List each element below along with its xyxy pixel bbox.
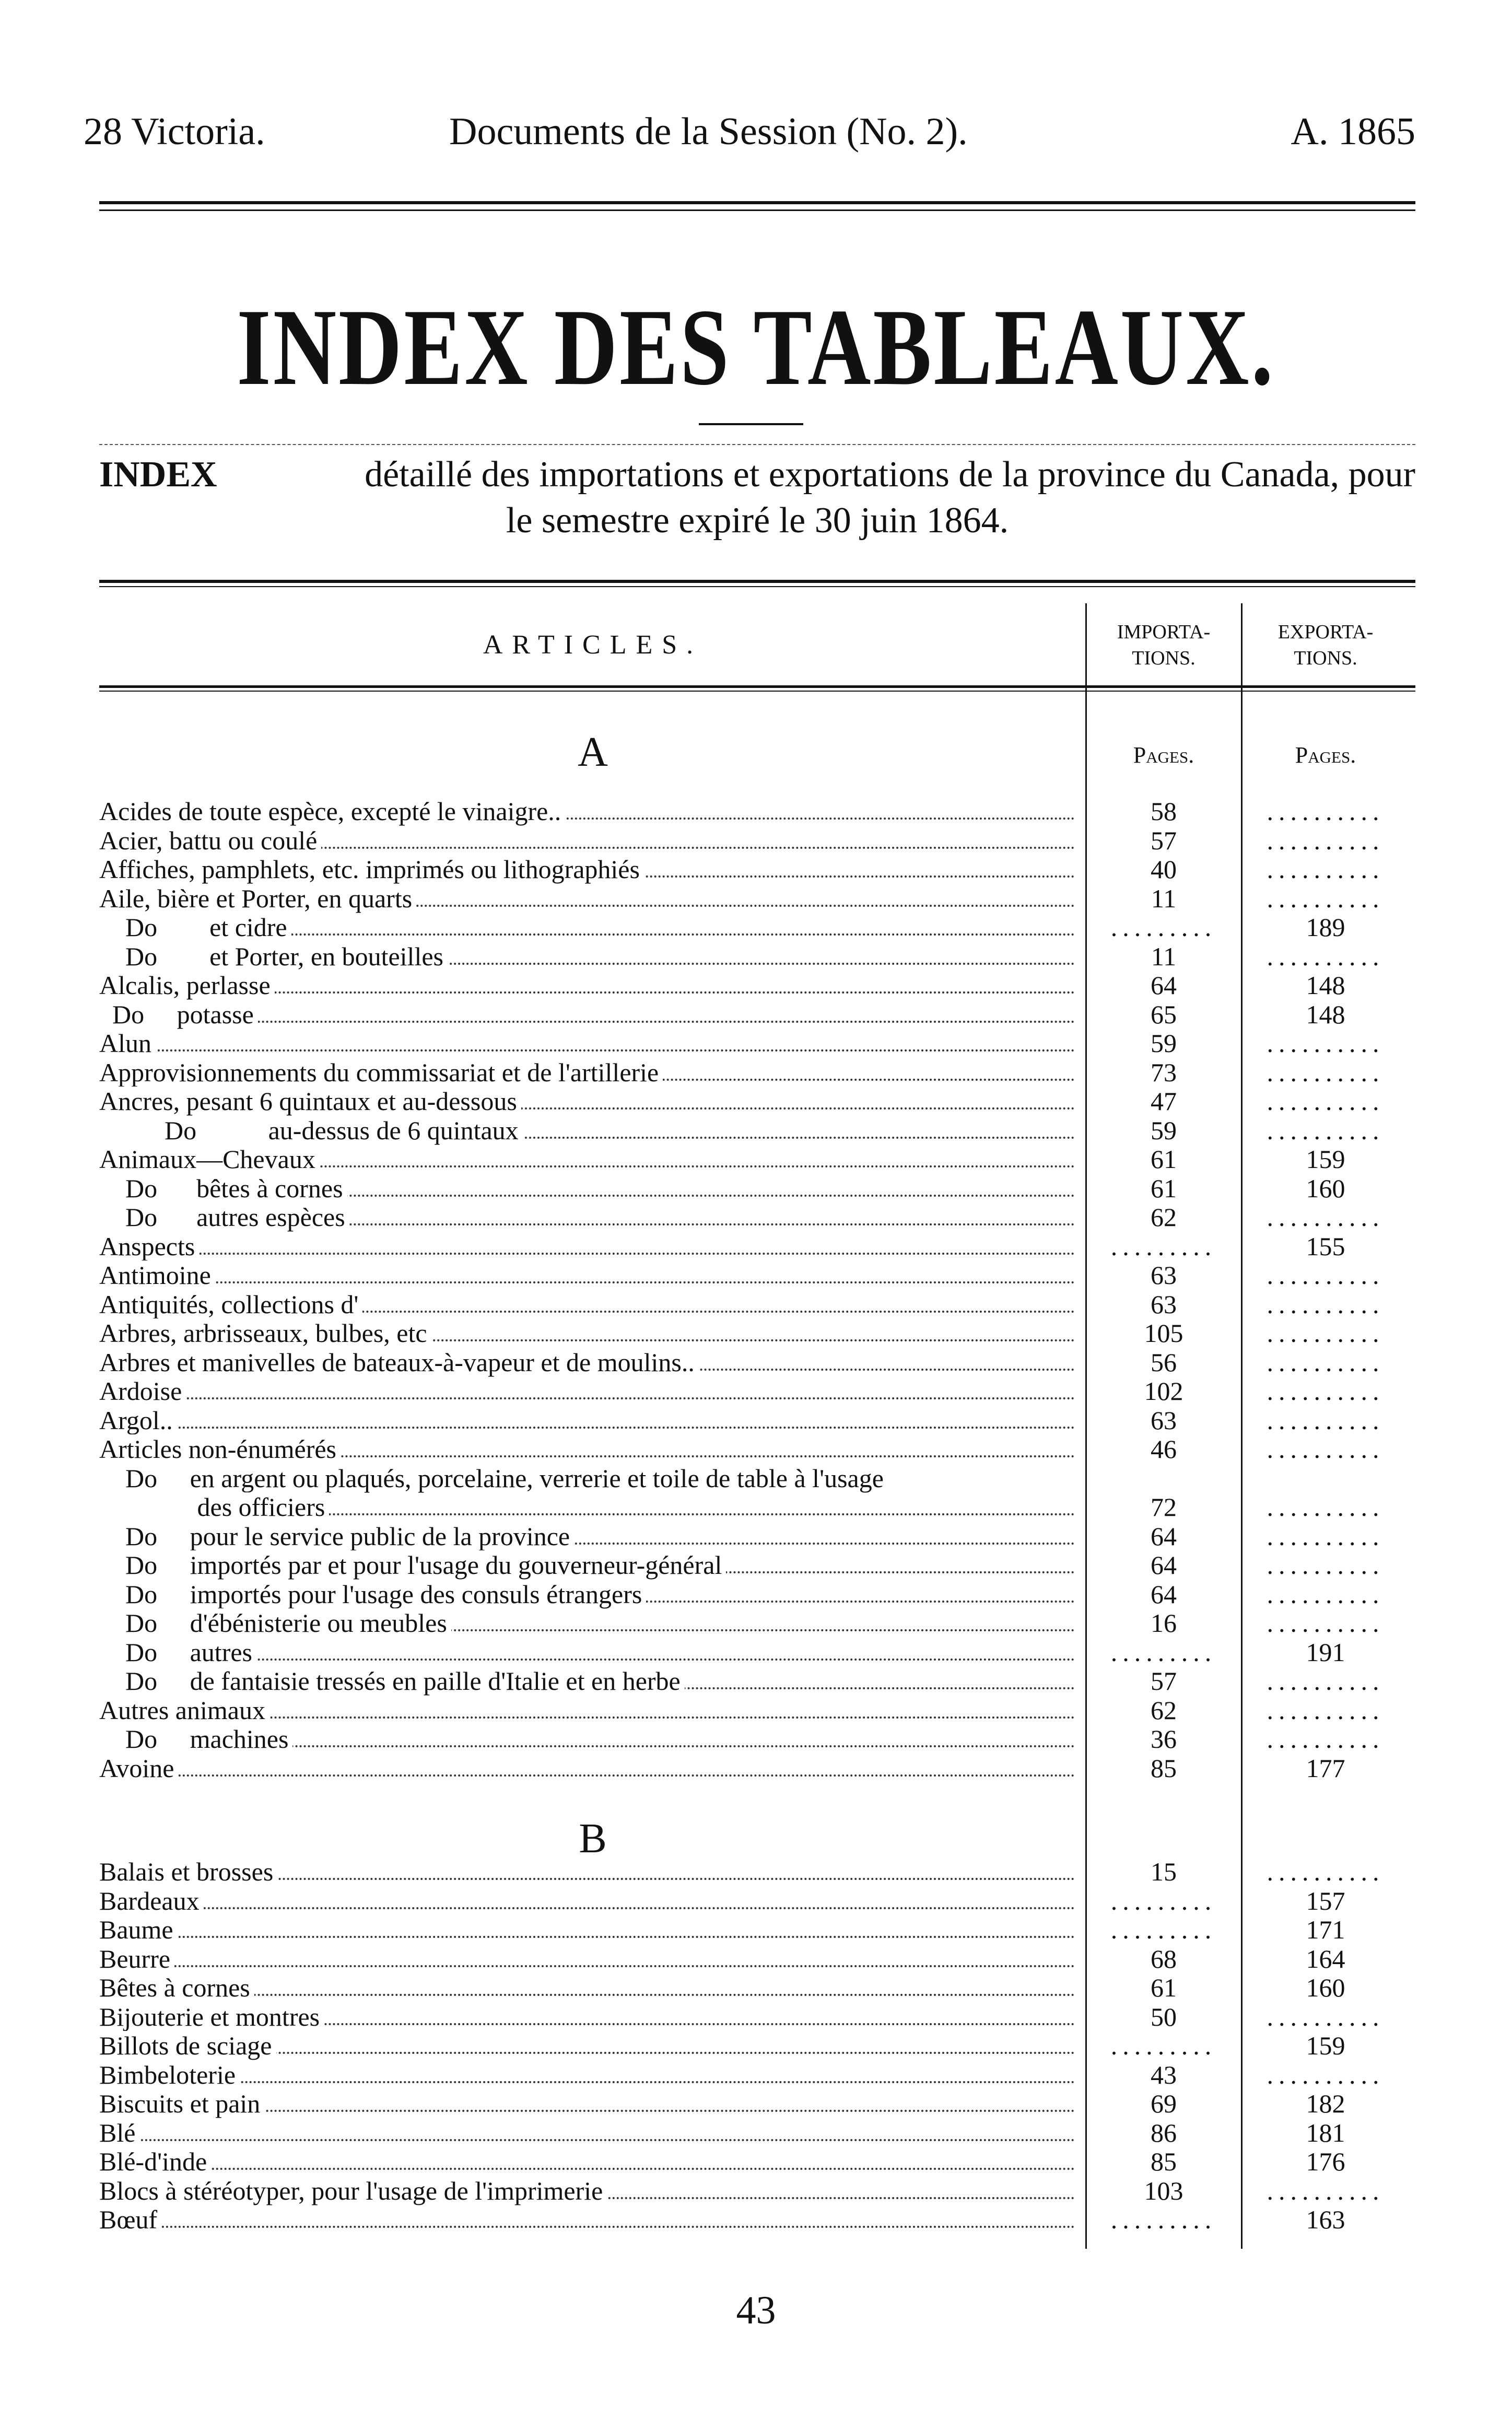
dot-leader bbox=[99, 1774, 1075, 1777]
export-page: .......... bbox=[1267, 1550, 1385, 1580]
article-label bbox=[99, 1522, 1081, 1551]
index-row bbox=[99, 2089, 1415, 2118]
article-label bbox=[99, 2002, 1081, 2031]
export-page: .......... bbox=[1267, 2060, 1385, 2089]
import-page: 47 bbox=[1151, 1087, 1177, 1116]
intro-line-1: détaillé des importations et exportations de la province du Canada, pour bbox=[365, 454, 1415, 495]
import-page: 11 bbox=[1151, 883, 1177, 913]
dot-leader bbox=[99, 1397, 1075, 1399]
dot-leader bbox=[99, 1936, 1075, 1938]
article-text: Balais et brosses bbox=[99, 1857, 277, 1886]
article-text: Antimoine bbox=[99, 1260, 215, 1290]
article-text: Do potasse bbox=[99, 1000, 258, 1029]
index-row bbox=[99, 1754, 1415, 1783]
article-text: Do et Porter, en bouteilles bbox=[99, 942, 448, 971]
article-text: Arbres et manivelles de bateaux-à-vapeur et de moulins.. bbox=[99, 1348, 699, 1377]
export-page: .......... bbox=[1267, 1724, 1385, 1754]
export-page: .......... bbox=[1267, 1857, 1385, 1886]
article-text: Do importés pour l'usage des consuls étrangers bbox=[99, 1580, 646, 1609]
article-label bbox=[99, 884, 1081, 913]
article-label bbox=[99, 1232, 1081, 1261]
article-text: Blocs à stéréotyper, pour l'usage de l'imprimerie bbox=[99, 2176, 607, 2205]
article-text: Blé bbox=[99, 2118, 139, 2147]
index-row bbox=[99, 1464, 1415, 1493]
article-label bbox=[99, 942, 1081, 971]
export-page: .......... bbox=[1267, 941, 1385, 971]
title-rule bbox=[699, 423, 803, 425]
export-page: 181 bbox=[1306, 2118, 1345, 2147]
export-page: 160 bbox=[1306, 1173, 1345, 1203]
index-row bbox=[99, 2205, 1415, 2234]
import-page: 72 bbox=[1151, 1492, 1177, 1522]
header-articles: ARTICLES. bbox=[483, 630, 703, 660]
article-text: Ancres, pesant 6 quintaux et au-dessous bbox=[99, 1087, 521, 1116]
dot-leader bbox=[99, 1965, 1075, 1967]
import-page: 43 bbox=[1151, 2060, 1177, 2089]
article-text: Do autres bbox=[99, 1638, 256, 1667]
import-page: ......... bbox=[1110, 1915, 1217, 1944]
index-row bbox=[99, 1886, 1415, 1915]
intro-lead-word: INDEX bbox=[99, 454, 217, 495]
export-page: .......... bbox=[1267, 797, 1385, 826]
import-page: ......... bbox=[1110, 2031, 1217, 2060]
export-page: 191 bbox=[1306, 1637, 1345, 1667]
article-label bbox=[99, 1144, 1081, 1174]
header-bottom-rule-thin bbox=[99, 691, 1415, 692]
article-label bbox=[99, 1915, 1081, 1944]
article-label bbox=[99, 1376, 1081, 1406]
export-page: .......... bbox=[1267, 1289, 1385, 1319]
running-head-right: A. 1865 bbox=[1291, 110, 1415, 153]
import-page: 63 bbox=[1151, 1405, 1177, 1435]
export-page: .......... bbox=[1267, 1492, 1385, 1522]
article-text: Aile, bière et Porter, en quarts bbox=[99, 884, 416, 913]
export-page: .......... bbox=[1267, 2002, 1385, 2031]
article-label bbox=[99, 2060, 1081, 2089]
import-page: 11 bbox=[1151, 941, 1177, 971]
dot-leader bbox=[99, 1907, 1075, 1909]
article-label bbox=[99, 1754, 1081, 1783]
export-page: .......... bbox=[1267, 1695, 1385, 1725]
article-text: Alun bbox=[99, 1029, 156, 1058]
import-page: 62 bbox=[1151, 1202, 1177, 1232]
header-importations-line1: IMPORTA- bbox=[1117, 621, 1211, 643]
index-row bbox=[99, 1522, 1415, 1551]
running-head-center: Documents de la Session (No. 2). bbox=[449, 110, 968, 153]
export-page: .......... bbox=[1267, 1405, 1385, 1435]
article-label bbox=[99, 2089, 1081, 2118]
article-text: Do pour le service public de la province bbox=[99, 1522, 574, 1551]
article-label bbox=[99, 1348, 1081, 1377]
import-page: 40 bbox=[1151, 855, 1177, 884]
import-page: 86 bbox=[1151, 2118, 1177, 2147]
export-page: 159 bbox=[1306, 2031, 1345, 2060]
import-page: 59 bbox=[1151, 1115, 1177, 1145]
import-page: 50 bbox=[1151, 2002, 1177, 2031]
article-text: Anspects bbox=[99, 1232, 199, 1261]
intro-line-2: le semestre expiré le 30 juin 1864. bbox=[506, 500, 1009, 541]
import-page: 61 bbox=[1151, 1173, 1177, 1203]
header-bottom-rule bbox=[99, 685, 1415, 688]
header-exportations-line1: EXPORTA- bbox=[1277, 621, 1374, 643]
article-label bbox=[99, 913, 1081, 942]
dot-leader bbox=[99, 2226, 1075, 2228]
article-text: Beurre bbox=[99, 1944, 174, 1973]
article-label bbox=[99, 1058, 1081, 1087]
import-page: 46 bbox=[1151, 1434, 1177, 1464]
section-letter-a: A bbox=[578, 729, 608, 775]
header-importations bbox=[1088, 619, 1239, 671]
article-label bbox=[99, 1944, 1081, 1973]
export-page: 164 bbox=[1306, 1944, 1345, 1973]
index-row bbox=[99, 913, 1415, 942]
export-page: .......... bbox=[1267, 1057, 1385, 1087]
export-page: .......... bbox=[1267, 1521, 1385, 1551]
export-page: .......... bbox=[1267, 825, 1385, 855]
article-label bbox=[99, 1000, 1081, 1029]
header-double-rule bbox=[99, 201, 1415, 211]
article-text: Do et cidre bbox=[99, 913, 291, 942]
import-page: 59 bbox=[1151, 1029, 1177, 1058]
intro-paragraph bbox=[99, 452, 1415, 544]
dotted-divider bbox=[99, 444, 1415, 445]
article-label bbox=[99, 1638, 1081, 1667]
import-page: 15 bbox=[1151, 1857, 1177, 1886]
index-row bbox=[99, 1696, 1415, 1725]
article-text: Articles non-énumérés bbox=[99, 1434, 341, 1464]
article-label bbox=[99, 1174, 1081, 1203]
article-text: Bijouterie et montres bbox=[99, 2002, 324, 2031]
import-page: 102 bbox=[1144, 1376, 1183, 1406]
export-page: 159 bbox=[1306, 1144, 1345, 1174]
export-page: .......... bbox=[1267, 1318, 1385, 1348]
article-label bbox=[99, 971, 1081, 1000]
article-text: Bimbeloterie bbox=[99, 2060, 240, 2089]
import-page: ......... bbox=[1110, 1886, 1217, 1915]
dot-leader bbox=[99, 1253, 1075, 1255]
index-row bbox=[99, 1666, 1415, 1696]
article-text: Do au-dessus de 6 quintaux bbox=[99, 1116, 523, 1145]
article-text: Biscuits et pain bbox=[99, 2089, 264, 2118]
dot-leader bbox=[99, 2139, 1075, 2141]
index-row bbox=[99, 1944, 1415, 1973]
article-label bbox=[99, 1608, 1081, 1638]
running-head bbox=[84, 110, 1415, 167]
index-row bbox=[99, 1000, 1415, 1029]
article-label bbox=[99, 1973, 1081, 2002]
article-text: Bœuf bbox=[99, 2205, 161, 2234]
import-page: ......... bbox=[1110, 1637, 1217, 1667]
article-text: Animaux—Chevaux bbox=[99, 1144, 320, 1174]
import-page: 69 bbox=[1151, 2089, 1177, 2118]
article-label bbox=[99, 1492, 1081, 1522]
import-page: 64 bbox=[1151, 1521, 1177, 1551]
index-row bbox=[99, 826, 1415, 855]
export-page: 155 bbox=[1306, 1231, 1345, 1261]
index-row bbox=[99, 1174, 1415, 1203]
import-page: 64 bbox=[1151, 1579, 1177, 1609]
article-label bbox=[99, 797, 1081, 826]
import-page: 68 bbox=[1151, 1944, 1177, 1973]
article-text: Bêtes à cornes bbox=[99, 1973, 254, 2002]
index-row bbox=[99, 2002, 1415, 2031]
export-page: .......... bbox=[1267, 1029, 1385, 1058]
dot-leader bbox=[99, 2081, 1075, 2083]
index-row bbox=[99, 2060, 1415, 2089]
article-text: Do en argent ou plaqués, porcelaine, verrerie et toile de table à l'usage bbox=[99, 1464, 888, 1493]
import-page: 57 bbox=[1151, 825, 1177, 855]
article-text: Do bêtes à cornes bbox=[99, 1174, 347, 1203]
article-label bbox=[99, 1318, 1081, 1348]
article-label bbox=[99, 1202, 1081, 1232]
export-page: 177 bbox=[1306, 1753, 1345, 1783]
article-text: Antiquités, collections d' bbox=[99, 1290, 362, 1319]
import-page: 64 bbox=[1151, 971, 1177, 1000]
export-page: .......... bbox=[1267, 1115, 1385, 1145]
article-text: Avoine bbox=[99, 1754, 178, 1783]
index-row bbox=[99, 1406, 1415, 1435]
import-page: 58 bbox=[1151, 797, 1177, 826]
index-row bbox=[99, 1058, 1415, 1087]
article-label bbox=[99, 1290, 1081, 1319]
index-row bbox=[99, 1318, 1415, 1348]
index-row bbox=[99, 1202, 1415, 1232]
index-row bbox=[99, 1608, 1415, 1638]
header-importations-line2: TIONS. bbox=[1132, 647, 1195, 669]
article-label bbox=[99, 2147, 1081, 2176]
article-text: Acier, battu ou coulé bbox=[99, 826, 321, 855]
article-label bbox=[99, 1550, 1081, 1580]
import-page: ......... bbox=[1110, 2205, 1217, 2234]
article-label bbox=[99, 1886, 1081, 1915]
article-text: Do machines bbox=[99, 1724, 292, 1754]
article-text: Ardoise bbox=[99, 1376, 186, 1406]
index-row bbox=[99, 1290, 1415, 1319]
index-row bbox=[99, 2176, 1415, 2205]
export-page: .......... bbox=[1267, 1666, 1385, 1696]
index-row bbox=[99, 884, 1415, 913]
article-text: Affiches, pamphlets, etc. imprimés ou lithographiés bbox=[99, 855, 644, 884]
export-page: 189 bbox=[1306, 913, 1345, 942]
import-page: 62 bbox=[1151, 1695, 1177, 1725]
import-page: 73 bbox=[1151, 1057, 1177, 1087]
import-page: 61 bbox=[1151, 1144, 1177, 1174]
article-label bbox=[99, 2031, 1081, 2060]
import-page: 105 bbox=[1144, 1318, 1183, 1348]
pages-label-imports: Pages. bbox=[1133, 742, 1194, 768]
index-row bbox=[99, 1376, 1415, 1406]
export-page: .......... bbox=[1267, 1434, 1385, 1464]
article-label bbox=[99, 826, 1081, 855]
export-page: 148 bbox=[1306, 971, 1345, 1000]
table-top-rule bbox=[99, 580, 1415, 583]
section-letter-b: B bbox=[579, 1816, 607, 1862]
article-text: Do importés par et pour l'usage du gouverneur-général bbox=[99, 1550, 726, 1580]
index-row bbox=[99, 1638, 1415, 1667]
export-page: .......... bbox=[1267, 1202, 1385, 1232]
export-page: .......... bbox=[1267, 1260, 1385, 1290]
article-text: Autres animaux bbox=[99, 1696, 269, 1725]
index-row bbox=[99, 1232, 1415, 1261]
import-page: ......... bbox=[1110, 1231, 1217, 1261]
article-label bbox=[99, 1116, 1081, 1145]
import-page: 63 bbox=[1151, 1260, 1177, 1290]
page-number: 43 bbox=[736, 2288, 776, 2332]
article-label bbox=[99, 1464, 1081, 1493]
export-page: .......... bbox=[1267, 1608, 1385, 1638]
dot-leader bbox=[99, 1281, 1075, 1283]
article-text: Blé-d'inde bbox=[99, 2147, 211, 2176]
export-page: .......... bbox=[1267, 883, 1385, 913]
index-row bbox=[99, 797, 1415, 826]
article-label bbox=[99, 2205, 1081, 2234]
article-label bbox=[99, 1857, 1081, 1886]
export-page: .......... bbox=[1267, 855, 1385, 884]
index-row bbox=[99, 1973, 1415, 2002]
article-text: Alcalis, perlasse bbox=[99, 971, 275, 1000]
index-row bbox=[99, 2147, 1415, 2176]
article-label bbox=[99, 855, 1081, 884]
export-page: .......... bbox=[1267, 1347, 1385, 1377]
export-page: 148 bbox=[1306, 999, 1345, 1029]
export-page: .......... bbox=[1267, 1376, 1385, 1406]
export-page: 163 bbox=[1306, 2205, 1345, 2234]
index-row bbox=[99, 855, 1415, 884]
import-page: 57 bbox=[1151, 1666, 1177, 1696]
index-row bbox=[99, 1434, 1415, 1464]
import-page: 16 bbox=[1151, 1608, 1177, 1638]
import-page: 103 bbox=[1144, 2176, 1183, 2205]
article-text: Do d'ébénisterie ou meubles bbox=[99, 1608, 451, 1638]
dot-leader bbox=[99, 2168, 1075, 2170]
export-page: 160 bbox=[1306, 1973, 1345, 2002]
header-exportations-line2: TIONS. bbox=[1294, 647, 1357, 669]
export-page: .......... bbox=[1267, 1087, 1385, 1116]
article-text: Arbres, arbrisseaux, bulbes, etc bbox=[99, 1318, 431, 1348]
import-page: ......... bbox=[1110, 913, 1217, 942]
dot-leader bbox=[99, 1427, 1075, 1429]
article-text: Billots de sciage bbox=[99, 2031, 276, 2060]
index-row bbox=[99, 1348, 1415, 1377]
article-text: Acides de toute espèce, excepté le vinaigre.. bbox=[99, 797, 565, 826]
export-page: 171 bbox=[1306, 1915, 1345, 1944]
index-row bbox=[99, 1492, 1415, 1522]
article-text: Do autres espèces bbox=[99, 1202, 349, 1232]
article-text: Approvisionnements du commissariat et de l'artillerie bbox=[99, 1058, 663, 1087]
import-page: 85 bbox=[1151, 1753, 1177, 1783]
index-row bbox=[99, 1580, 1415, 1609]
index-row bbox=[99, 1260, 1415, 1290]
import-page: 63 bbox=[1151, 1289, 1177, 1319]
page-title: INDEX DES TABLEAUX. bbox=[237, 286, 1275, 408]
article-label bbox=[99, 1666, 1081, 1696]
article-text: Baume bbox=[99, 1915, 178, 1944]
index-row bbox=[99, 1550, 1415, 1580]
index-row bbox=[99, 1724, 1415, 1754]
index-row bbox=[99, 1116, 1415, 1145]
article-label bbox=[99, 1406, 1081, 1435]
import-page: 56 bbox=[1151, 1347, 1177, 1377]
import-page: 85 bbox=[1151, 2147, 1177, 2176]
export-page: 182 bbox=[1306, 2089, 1345, 2118]
index-table bbox=[99, 569, 1415, 2249]
export-page: .......... bbox=[1267, 2176, 1385, 2205]
article-text: Do de fantaisie tressés en paille d'Italie et en herbe bbox=[99, 1666, 685, 1696]
article-label bbox=[99, 1724, 1081, 1754]
index-row bbox=[99, 2118, 1415, 2147]
article-label bbox=[99, 2118, 1081, 2147]
index-row bbox=[99, 1857, 1415, 1886]
article-label bbox=[99, 1029, 1081, 1058]
table-top-rule-thin bbox=[99, 586, 1415, 587]
index-row bbox=[99, 1087, 1415, 1116]
import-page: 61 bbox=[1151, 1973, 1177, 2002]
running-head-left: 28 Victoria. bbox=[84, 110, 265, 153]
article-text: des officiers bbox=[99, 1492, 329, 1522]
import-page: 36 bbox=[1151, 1724, 1177, 1754]
header-exportations bbox=[1245, 619, 1406, 671]
index-row bbox=[99, 2031, 1415, 2060]
article-label bbox=[99, 1434, 1081, 1464]
article-label bbox=[99, 1580, 1081, 1609]
index-row bbox=[99, 971, 1415, 1000]
article-label bbox=[99, 2176, 1081, 2205]
article-label bbox=[99, 1087, 1081, 1116]
index-row bbox=[99, 1915, 1415, 1944]
index-row bbox=[99, 1029, 1415, 1058]
article-label bbox=[99, 1696, 1081, 1725]
article-text: Argol.. bbox=[99, 1406, 177, 1435]
import-page: 65 bbox=[1151, 999, 1177, 1029]
article-text: Bardeaux bbox=[99, 1886, 204, 1915]
pages-label-exports: Pages. bbox=[1295, 742, 1356, 768]
export-page: 157 bbox=[1306, 1886, 1345, 1915]
export-page: 176 bbox=[1306, 2147, 1345, 2176]
dot-leader bbox=[99, 1049, 1075, 1052]
export-page: .......... bbox=[1267, 1579, 1385, 1609]
index-row bbox=[99, 1144, 1415, 1174]
import-page: 64 bbox=[1151, 1550, 1177, 1580]
index-row bbox=[99, 942, 1415, 971]
article-label bbox=[99, 1260, 1081, 1290]
